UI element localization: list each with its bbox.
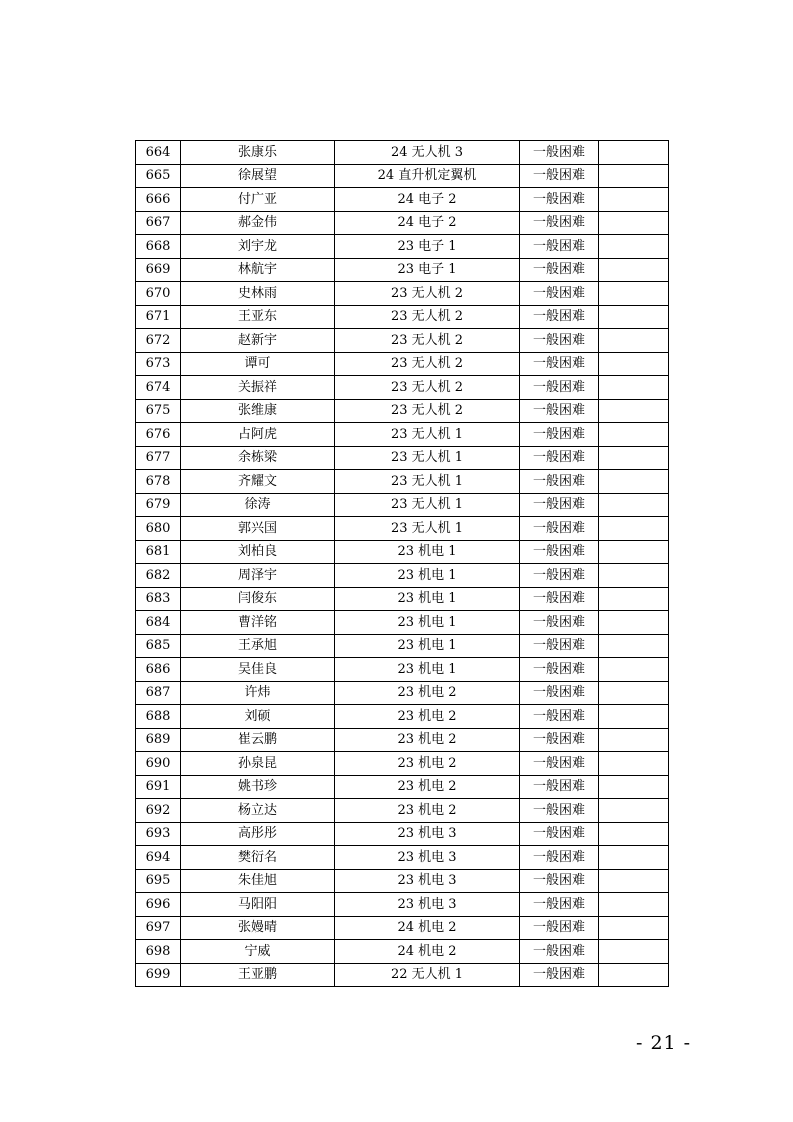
cell-note xyxy=(599,916,669,940)
cell-note xyxy=(599,211,669,235)
cell-class: 24 电子 2 xyxy=(335,211,520,235)
cell-difficulty-level: 一般困难 xyxy=(520,893,599,917)
cell-note xyxy=(599,634,669,658)
cell-difficulty-level: 一般困难 xyxy=(520,141,599,165)
cell-number: 667 xyxy=(136,211,181,235)
table-row xyxy=(136,399,669,423)
table-row xyxy=(136,658,669,682)
cell-number: 674 xyxy=(136,376,181,400)
table-row xyxy=(136,235,669,259)
cell-number: 681 xyxy=(136,540,181,564)
cell-class: 23 机电 2 xyxy=(335,728,520,752)
table-row xyxy=(136,634,669,658)
cell-number: 697 xyxy=(136,916,181,940)
table-row xyxy=(136,775,669,799)
cell-name: 王亚鹏 xyxy=(181,963,335,987)
table-row xyxy=(136,282,669,306)
cell-class: 23 无人机 2 xyxy=(335,329,520,353)
cell-note xyxy=(599,423,669,447)
cell-note xyxy=(599,564,669,588)
cell-number: 689 xyxy=(136,728,181,752)
cell-number: 676 xyxy=(136,423,181,447)
cell-name: 齐耀文 xyxy=(181,470,335,494)
cell-note xyxy=(599,258,669,282)
cell-difficulty-level: 一般困难 xyxy=(520,493,599,517)
cell-class: 23 机电 2 xyxy=(335,681,520,705)
cell-class: 24 无人机 3 xyxy=(335,141,520,165)
cell-name: 闫俊东 xyxy=(181,587,335,611)
cell-number: 693 xyxy=(136,822,181,846)
cell-name: 杨立达 xyxy=(181,799,335,823)
cell-number: 696 xyxy=(136,893,181,917)
cell-note xyxy=(599,705,669,729)
cell-difficulty-level: 一般困难 xyxy=(520,164,599,188)
cell-number: 688 xyxy=(136,705,181,729)
cell-difficulty-level: 一般困难 xyxy=(520,188,599,212)
cell-note xyxy=(599,940,669,964)
cell-class: 23 无人机 2 xyxy=(335,305,520,329)
cell-note xyxy=(599,352,669,376)
cell-class: 22 无人机 1 xyxy=(335,963,520,987)
cell-note xyxy=(599,658,669,682)
cell-number: 692 xyxy=(136,799,181,823)
cell-note xyxy=(599,329,669,353)
cell-class: 23 机电 3 xyxy=(335,869,520,893)
cell-name: 刘宇龙 xyxy=(181,235,335,259)
cell-class: 23 机电 2 xyxy=(335,752,520,776)
cell-name: 谭可 xyxy=(181,352,335,376)
table-row xyxy=(136,540,669,564)
table-row xyxy=(136,681,669,705)
cell-number: 664 xyxy=(136,141,181,165)
cell-number: 672 xyxy=(136,329,181,353)
cell-number: 694 xyxy=(136,846,181,870)
cell-note xyxy=(599,399,669,423)
cell-number: 699 xyxy=(136,963,181,987)
cell-difficulty-level: 一般困难 xyxy=(520,634,599,658)
cell-number: 668 xyxy=(136,235,181,259)
cell-difficulty-level: 一般困难 xyxy=(520,846,599,870)
cell-number: 670 xyxy=(136,282,181,306)
cell-difficulty-level: 一般困难 xyxy=(520,799,599,823)
cell-difficulty-level: 一般困难 xyxy=(520,752,599,776)
cell-class: 23 机电 1 xyxy=(335,658,520,682)
table-row xyxy=(136,822,669,846)
cell-difficulty-level: 一般困难 xyxy=(520,305,599,329)
cell-note xyxy=(599,846,669,870)
cell-difficulty-level: 一般困难 xyxy=(520,470,599,494)
cell-number: 686 xyxy=(136,658,181,682)
cell-difficulty-level: 一般困难 xyxy=(520,940,599,964)
cell-name: 徐涛 xyxy=(181,493,335,517)
cell-name: 宁威 xyxy=(181,940,335,964)
cell-class: 23 无人机 2 xyxy=(335,282,520,306)
table-row xyxy=(136,376,669,400)
table-row xyxy=(136,940,669,964)
table-row xyxy=(136,869,669,893)
table-row xyxy=(136,188,669,212)
table-row xyxy=(136,564,669,588)
student-aid-table xyxy=(135,140,669,987)
cell-difficulty-level: 一般困难 xyxy=(520,775,599,799)
cell-name: 许炜 xyxy=(181,681,335,705)
cell-name: 吴佳良 xyxy=(181,658,335,682)
table-row xyxy=(136,799,669,823)
cell-name: 曹洋铭 xyxy=(181,611,335,635)
cell-difficulty-level: 一般困难 xyxy=(520,728,599,752)
cell-note xyxy=(599,822,669,846)
cell-number: 684 xyxy=(136,611,181,635)
cell-class: 23 无人机 2 xyxy=(335,376,520,400)
cell-class: 24 机电 2 xyxy=(335,916,520,940)
cell-difficulty-level: 一般困难 xyxy=(520,658,599,682)
cell-name: 刘柏良 xyxy=(181,540,335,564)
cell-class: 23 机电 3 xyxy=(335,822,520,846)
cell-class: 23 无人机 2 xyxy=(335,352,520,376)
table-row xyxy=(136,517,669,541)
cell-name: 关振祥 xyxy=(181,376,335,400)
cell-name: 马阳阳 xyxy=(181,893,335,917)
cell-note xyxy=(599,376,669,400)
table-row xyxy=(136,705,669,729)
cell-number: 685 xyxy=(136,634,181,658)
cell-name: 张嫚晴 xyxy=(181,916,335,940)
cell-number: 680 xyxy=(136,517,181,541)
table-row xyxy=(136,611,669,635)
cell-number: 683 xyxy=(136,587,181,611)
cell-note xyxy=(599,446,669,470)
cell-difficulty-level: 一般困难 xyxy=(520,399,599,423)
cell-difficulty-level: 一般困难 xyxy=(520,282,599,306)
cell-note xyxy=(599,141,669,165)
cell-class: 24 直升机定翼机 xyxy=(335,164,520,188)
cell-number: 669 xyxy=(136,258,181,282)
table-row xyxy=(136,446,669,470)
cell-note xyxy=(599,775,669,799)
cell-class: 23 无人机 1 xyxy=(335,470,520,494)
cell-note xyxy=(599,235,669,259)
cell-class: 23 机电 2 xyxy=(335,705,520,729)
cell-name: 樊衍名 xyxy=(181,846,335,870)
cell-name: 郭兴国 xyxy=(181,517,335,541)
cell-class: 23 机电 3 xyxy=(335,846,520,870)
cell-number: 682 xyxy=(136,564,181,588)
cell-difficulty-level: 一般困难 xyxy=(520,540,599,564)
cell-difficulty-level: 一般困难 xyxy=(520,376,599,400)
cell-class: 23 机电 1 xyxy=(335,611,520,635)
table-row xyxy=(136,141,669,165)
cell-name: 徐展望 xyxy=(181,164,335,188)
cell-number: 678 xyxy=(136,470,181,494)
table-row xyxy=(136,164,669,188)
cell-note xyxy=(599,587,669,611)
cell-class: 23 机电 1 xyxy=(335,587,520,611)
table-row xyxy=(136,423,669,447)
cell-difficulty-level: 一般困难 xyxy=(520,963,599,987)
table-body xyxy=(136,141,669,987)
cell-note xyxy=(599,893,669,917)
cell-class: 23 无人机 2 xyxy=(335,399,520,423)
cell-difficulty-level: 一般困难 xyxy=(520,869,599,893)
cell-name: 王承旭 xyxy=(181,634,335,658)
cell-name: 占阿虎 xyxy=(181,423,335,447)
cell-number: 695 xyxy=(136,869,181,893)
table-row xyxy=(136,728,669,752)
cell-note xyxy=(599,963,669,987)
cell-difficulty-level: 一般困难 xyxy=(520,446,599,470)
cell-class: 23 电子 1 xyxy=(335,258,520,282)
cell-number: 679 xyxy=(136,493,181,517)
cell-class: 23 无人机 1 xyxy=(335,493,520,517)
cell-class: 23 无人机 1 xyxy=(335,517,520,541)
cell-number: 691 xyxy=(136,775,181,799)
table-row xyxy=(136,329,669,353)
table-row xyxy=(136,305,669,329)
cell-number: 666 xyxy=(136,188,181,212)
table-row xyxy=(136,752,669,776)
cell-class: 23 机电 1 xyxy=(335,634,520,658)
cell-name: 付广亚 xyxy=(181,188,335,212)
cell-difficulty-level: 一般困难 xyxy=(520,258,599,282)
cell-name: 林航宇 xyxy=(181,258,335,282)
table-row xyxy=(136,893,669,917)
cell-name: 张维康 xyxy=(181,399,335,423)
cell-difficulty-level: 一般困难 xyxy=(520,587,599,611)
cell-note xyxy=(599,517,669,541)
cell-class: 23 电子 1 xyxy=(335,235,520,259)
cell-difficulty-level: 一般困难 xyxy=(520,564,599,588)
cell-note xyxy=(599,164,669,188)
cell-class: 23 无人机 1 xyxy=(335,446,520,470)
cell-name: 高彤彤 xyxy=(181,822,335,846)
table-row xyxy=(136,963,669,987)
cell-difficulty-level: 一般困难 xyxy=(520,705,599,729)
cell-name: 孙泉昆 xyxy=(181,752,335,776)
cell-class: 24 机电 2 xyxy=(335,940,520,964)
table-row xyxy=(136,352,669,376)
cell-note xyxy=(599,681,669,705)
cell-note xyxy=(599,470,669,494)
page-number: - 21 - xyxy=(636,1032,692,1054)
cell-number: 673 xyxy=(136,352,181,376)
cell-number: 675 xyxy=(136,399,181,423)
table-row xyxy=(136,258,669,282)
cell-note xyxy=(599,869,669,893)
cell-number: 671 xyxy=(136,305,181,329)
cell-difficulty-level: 一般困难 xyxy=(520,329,599,353)
cell-name: 姚书珍 xyxy=(181,775,335,799)
cell-difficulty-level: 一般困难 xyxy=(520,423,599,447)
cell-difficulty-level: 一般困难 xyxy=(520,211,599,235)
cell-name: 崔云鹏 xyxy=(181,728,335,752)
cell-name: 周泽宇 xyxy=(181,564,335,588)
cell-class: 24 电子 2 xyxy=(335,188,520,212)
cell-class: 23 机电 3 xyxy=(335,893,520,917)
cell-difficulty-level: 一般困难 xyxy=(520,611,599,635)
cell-class: 23 机电 2 xyxy=(335,799,520,823)
cell-note xyxy=(599,540,669,564)
cell-note xyxy=(599,493,669,517)
cell-name: 朱佳旭 xyxy=(181,869,335,893)
cell-note xyxy=(599,611,669,635)
cell-note xyxy=(599,305,669,329)
cell-name: 赵新宇 xyxy=(181,329,335,353)
cell-class: 23 机电 1 xyxy=(335,564,520,588)
cell-difficulty-level: 一般困难 xyxy=(520,235,599,259)
table-row xyxy=(136,916,669,940)
cell-number: 665 xyxy=(136,164,181,188)
cell-name: 王亚东 xyxy=(181,305,335,329)
cell-note xyxy=(599,799,669,823)
cell-difficulty-level: 一般困难 xyxy=(520,352,599,376)
cell-name: 史林雨 xyxy=(181,282,335,306)
cell-name: 郝金伟 xyxy=(181,211,335,235)
cell-difficulty-level: 一般困难 xyxy=(520,916,599,940)
cell-note xyxy=(599,728,669,752)
cell-name: 刘硕 xyxy=(181,705,335,729)
cell-number: 687 xyxy=(136,681,181,705)
table-row xyxy=(136,493,669,517)
table-row xyxy=(136,211,669,235)
cell-number: 677 xyxy=(136,446,181,470)
cell-note xyxy=(599,282,669,306)
cell-note xyxy=(599,752,669,776)
cell-number: 690 xyxy=(136,752,181,776)
cell-class: 23 无人机 1 xyxy=(335,423,520,447)
cell-name: 余栋梁 xyxy=(181,446,335,470)
cell-difficulty-level: 一般困难 xyxy=(520,681,599,705)
cell-note xyxy=(599,188,669,212)
cell-difficulty-level: 一般困难 xyxy=(520,822,599,846)
table-row xyxy=(136,470,669,494)
table-row xyxy=(136,846,669,870)
table-row xyxy=(136,587,669,611)
cell-difficulty-level: 一般困难 xyxy=(520,517,599,541)
cell-number: 698 xyxy=(136,940,181,964)
cell-class: 23 机电 1 xyxy=(335,540,520,564)
cell-name: 张康乐 xyxy=(181,141,335,165)
cell-class: 23 机电 2 xyxy=(335,775,520,799)
